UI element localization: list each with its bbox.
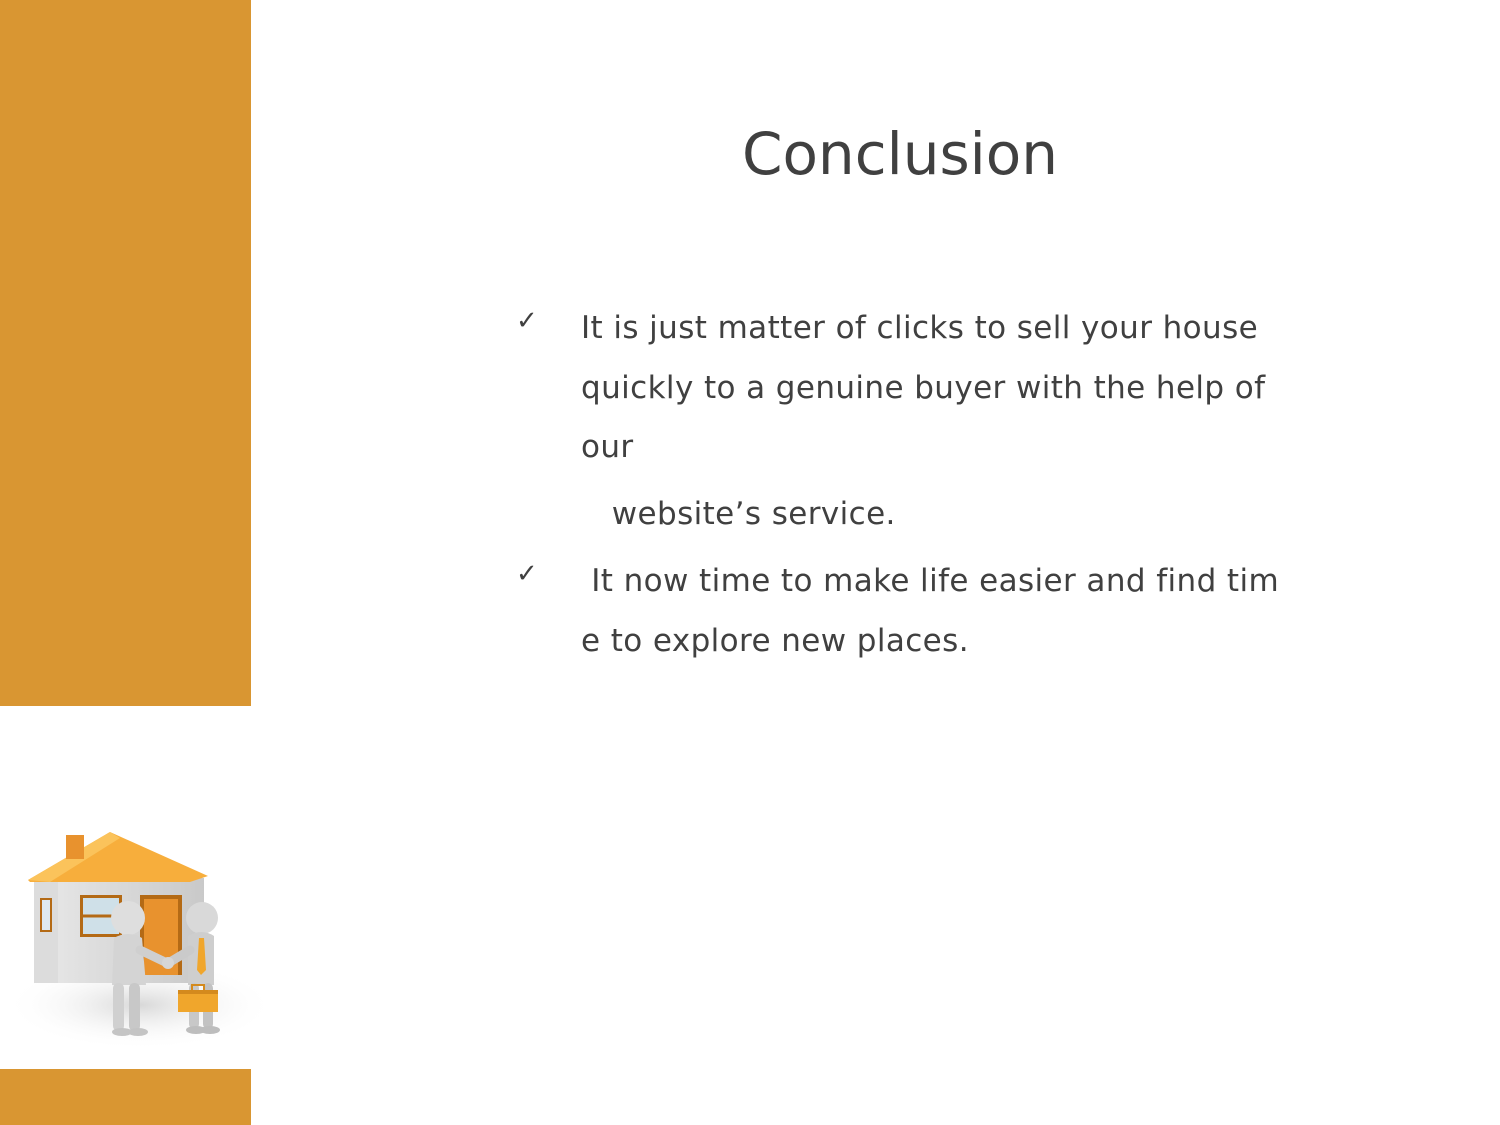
checkmark-icon: ✓ — [516, 559, 538, 589]
bullet-1-line-2: quickly to a genuine buyer with the help of — [581, 370, 1266, 406]
bullet-1-line-1: It is just matter of clicks to sell your house — [581, 310, 1259, 346]
checkmark-icon: ✓ — [516, 306, 538, 336]
slide-title: Conclusion — [741, 120, 1059, 188]
bullet-1-line-4: website’s service. — [581, 496, 896, 532]
accent-bar-top — [0, 0, 251, 706]
bullet-2-line-2: e to explore new places. — [581, 623, 969, 659]
house-handshake-icon — [0, 800, 280, 1060]
bullet-1-line-3: our — [581, 429, 634, 465]
accent-bar-bottom — [0, 1069, 251, 1125]
bullet-2-line-1: It now time to make life easier and find tim — [581, 563, 1280, 599]
